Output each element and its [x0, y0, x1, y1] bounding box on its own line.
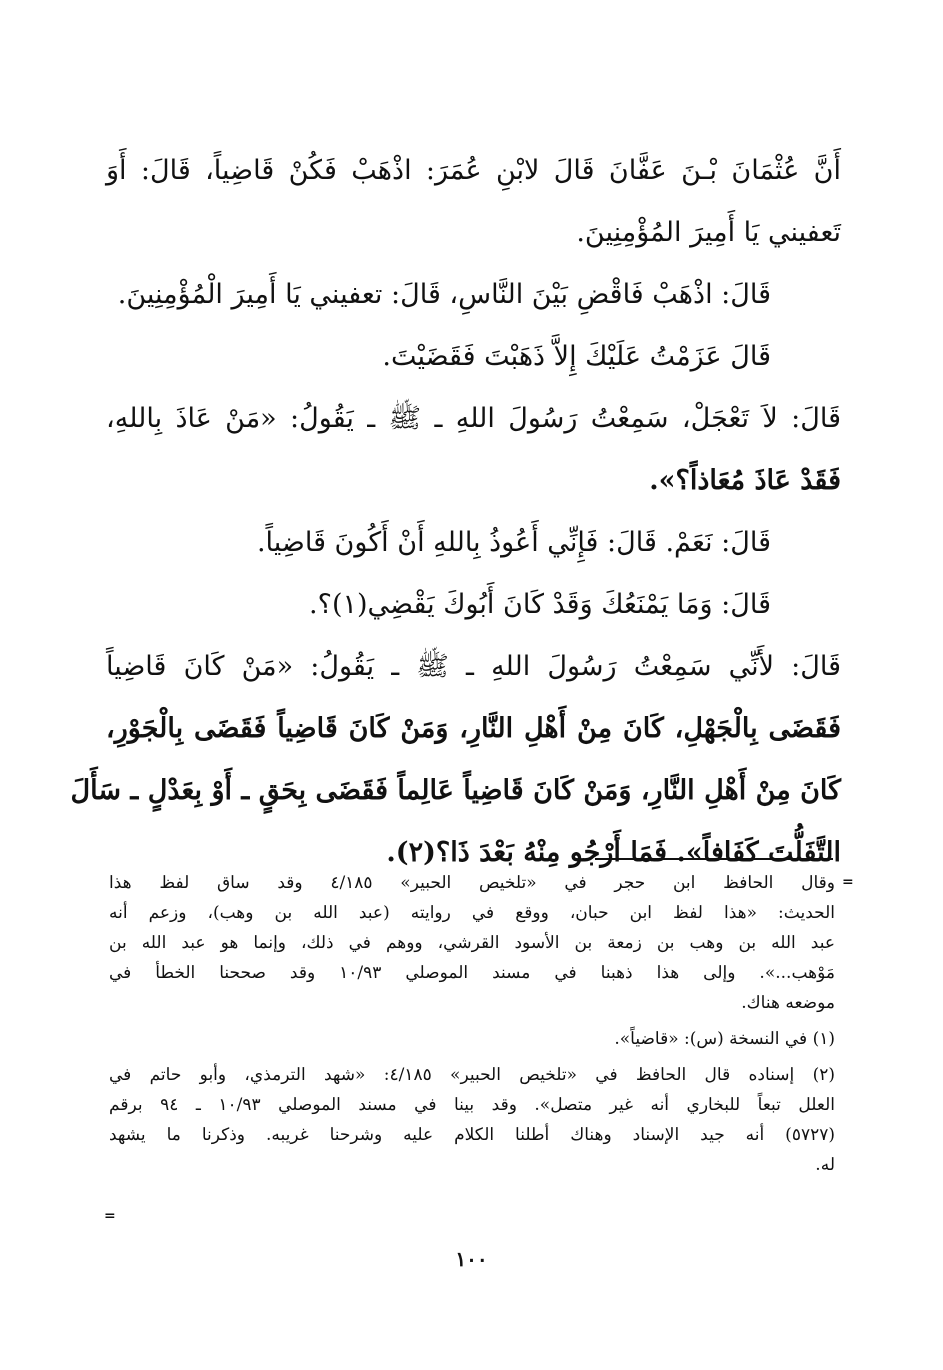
- body-line-9: قَالَ: لأَنِّي سَمِعْتُ رَسُولَ اللهِ ـ ﷺ ـ يَقُولُ: «مَنْ كَانَ قَاضِياً: [106, 651, 841, 682]
- footnote-line-3: عبد الله بن وهب بن زمعة بن الأسود القرشي، ووهم في ذلك، وإنما هو عبد الله بن: [109, 933, 835, 953]
- footnote-line-2: الحديث: «هذا لفظ ابن حبان، ووقع في روايته (عبد الله بن وهب)، وزعم أنه: [109, 903, 835, 923]
- footnote-2-line-4: له.: [815, 1155, 835, 1175]
- footnote-2-line-1: (٢) إسناده قال الحافظ في «تلخيص الحبير» ٤/١٨٥: «شهد الترمذي، وأبو حاتم في: [109, 1065, 836, 1085]
- footnote-line-4: مَوْهب...». وإلى هذا ذهبنا في مسند الموصلي ١٠/٩٣ وقد صححنا الخطأ في: [109, 963, 835, 983]
- body-line-7: قَالَ: نَعَمْ. قَالَ: فَإِنِّي أَعُوذُ بِاللهِ أَنْ أَكُونَ قَاضِياً.: [256, 527, 771, 558]
- footnote-1: (١) في النسخة (س): «قاضياً».: [614, 1029, 835, 1049]
- main-text: [70, 140, 841, 884]
- body-line-10: فَقَضَى بِالْجَهْلِ، كَانَ مِنْ أَهْلِ النَّارِ، وَمَنْ كَانَ قَاضِياً فَقَضَى بِالْجَوْرِ،: [106, 713, 841, 744]
- body-line-12: التَّفَلُّتَ كَفَافاً». فَمَا أَرْجُو مِنْهُ بَعْدَ ذَا؟(٢).: [386, 837, 841, 868]
- footnote-2-line-2: العلل تبعاً للبخاري أنه غير متصل». وقد بينا في مسند الموصلي ١٠/٩٣ ـ ٩٤ برقم: [109, 1095, 835, 1115]
- body-line-11: كَانَ مِنْ أَهْلِ النَّارِ، وَمَنْ كَانَ قَاضِياً عَالِماً فَقَضَى بِحَقٍ ـ أَوْ بِعَدْلٍ ـ سَأَلَ: [70, 775, 841, 806]
- body-line-6: فَقَدْ عَاذَ مُعَاذاً؟».: [649, 465, 841, 496]
- body-line-8: قَالَ: وَمَا يَمْنَعُكَ وَقَدْ كَانَ أَبُوكَ يَقْضِي(١)؟.: [309, 589, 771, 620]
- body-line-4: قَالَ عَزَمْتُ عَلَيْكَ إِلاَّ ذَهَبْتَ فَقَضَيْتَ.: [382, 341, 771, 372]
- footnotes: [109, 868, 835, 1180]
- body-line-5: قَالَ: لاَ تَعْجَلْ، سَمِعْتُ رَسُولَ اللهِ ـ ﷺ ـ يَقُولُ: «مَنْ عَاذَ بِاللهِ،: [106, 403, 841, 434]
- body-line-2: تَعفيني يَا أَمِيرَ المُؤْمِنِينَ.: [576, 217, 841, 248]
- footnote-2-line-3: (٥٧٢٧) أنه جيد الإسناد وهناك أطلنا الكلام عليه وشرحنا غريبه. وذكرنا ما يشهد: [109, 1125, 835, 1145]
- footnote-divider: [595, 858, 833, 860]
- footnote-line-1: وقال الحافظ ابن حجر في «تلخيص الحبير» ٤/١٨٥ وقد ساق لفظ هذا: [109, 873, 835, 893]
- page-number: ١٠٠: [455, 1247, 488, 1271]
- footnote-continuation-mark: =: [842, 874, 854, 890]
- footnote-continuation-end-mark: =: [104, 1208, 116, 1224]
- body-line-1: أَنَّ عُثْمَانَ بْـنَ عَفَّانَ قَالَ لابْنِ عُمَرَ: اذْهَبْ فَكُنْ قَاضِياً، قَالَ: أَوَ: [106, 155, 841, 186]
- body-line-3: قَالَ: اذْهَبْ فَاقْضِ بَيْنَ النَّاسِ، قَالَ: تعفيني يَا أَمِيرَ الْمُؤْمِنِينَ.: [117, 279, 771, 310]
- footnote-line-5: موضعه هناك.: [741, 993, 835, 1013]
